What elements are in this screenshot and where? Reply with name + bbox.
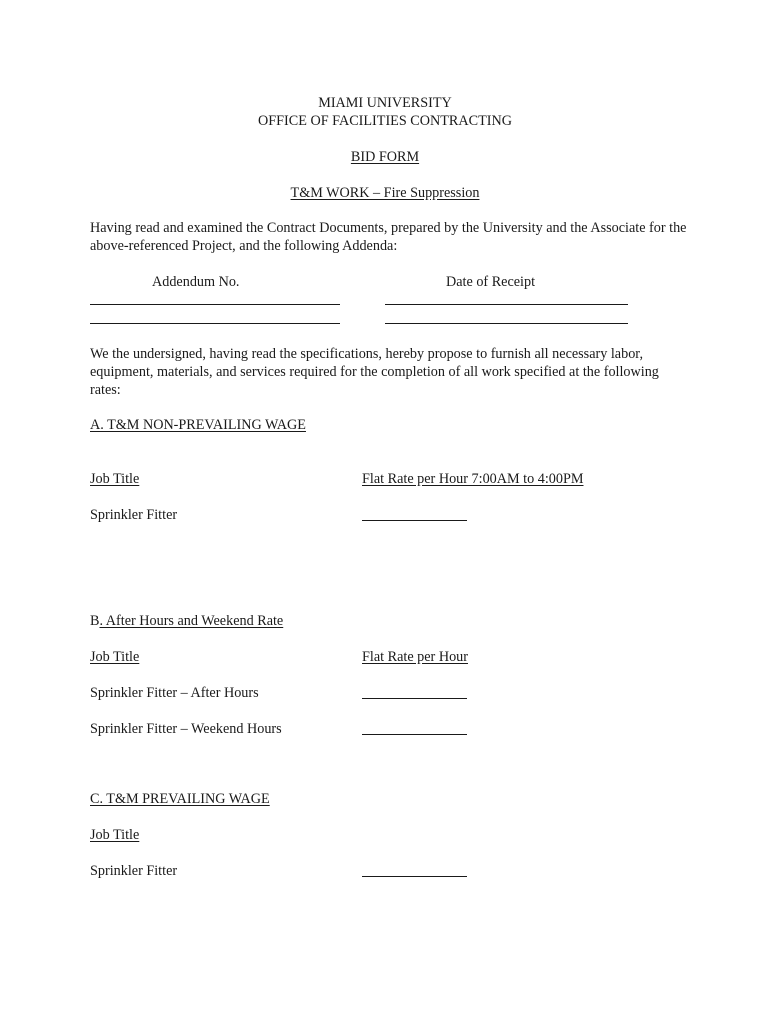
institution-name: MIAMI UNIVERSITY <box>318 95 452 111</box>
intro-paragraph: Having read and examined the Contract Documents, prepared by the University and the Associate for the above-referenced Project, and the following Addenda: <box>90 220 687 254</box>
section-c-job-title-text: Job Title <box>90 827 140 843</box>
section-a-rate-field[interactable] <box>362 520 467 521</box>
section-b-weekend-rate-field[interactable] <box>362 734 467 735</box>
date-of-receipt-line-2[interactable] <box>385 323 628 324</box>
section-a-job-title-header <box>90 470 139 488</box>
addendum-no-label: Addendum No. <box>152 274 240 290</box>
section-b-title <box>90 612 283 630</box>
date-of-receipt-line-1[interactable] <box>385 304 628 305</box>
section-b-rate-header <box>362 648 468 666</box>
section-b-row-after-hours: Sprinkler Fitter – After Hours <box>90 685 259 701</box>
section-a-title-text: A. T&M NON-PREVAILING WAGE <box>90 417 306 433</box>
section-a-rate-header <box>362 470 583 488</box>
date-of-receipt-label: Date of Receipt <box>446 274 536 290</box>
section-b-title-prefix: B <box>90 613 100 629</box>
work-title-text: T&M WORK – Fire Suppression <box>290 185 480 201</box>
section-c-title <box>90 790 270 808</box>
section-a-row-label: Sprinkler Fitter <box>90 507 178 523</box>
section-b-rate-text: Flat Rate per Hour <box>362 649 468 665</box>
section-b-row-weekend: Sprinkler Fitter – Weekend Hours <box>90 721 282 737</box>
addendum-no-line-2[interactable] <box>90 323 340 324</box>
section-c-title-text: C. T&M PREVAILING WAGE <box>90 791 270 807</box>
addendum-no-line-1[interactable] <box>90 304 340 305</box>
proposal-paragraph: We the undersigned, having read the specifications, hereby propose to furnish all necessary labor, equipment, materials, and services required for the completion of all work specified at the following rates: <box>90 346 659 398</box>
section-c-rate-field[interactable] <box>362 876 467 877</box>
office-name: OFFICE OF FACILITIES CONTRACTING <box>258 113 512 129</box>
section-b-after-hours-rate-field[interactable] <box>362 698 467 699</box>
form-title-text: BID FORM <box>350 149 420 165</box>
section-b-title-text: . After Hours and Weekend Rate <box>99 613 284 629</box>
section-c-row-label: Sprinkler Fitter <box>90 863 178 879</box>
section-c-job-title-header <box>90 826 139 844</box>
work-title <box>0 184 770 202</box>
section-a-rate-text: Flat Rate per Hour 7:00AM to 4:00PM <box>362 471 584 487</box>
section-a-title <box>90 416 306 434</box>
form-title <box>0 148 770 166</box>
section-b-job-title-header <box>90 648 139 666</box>
section-a-job-title-text: Job Title <box>90 471 140 487</box>
section-b-job-title-text: Job Title <box>90 649 140 665</box>
